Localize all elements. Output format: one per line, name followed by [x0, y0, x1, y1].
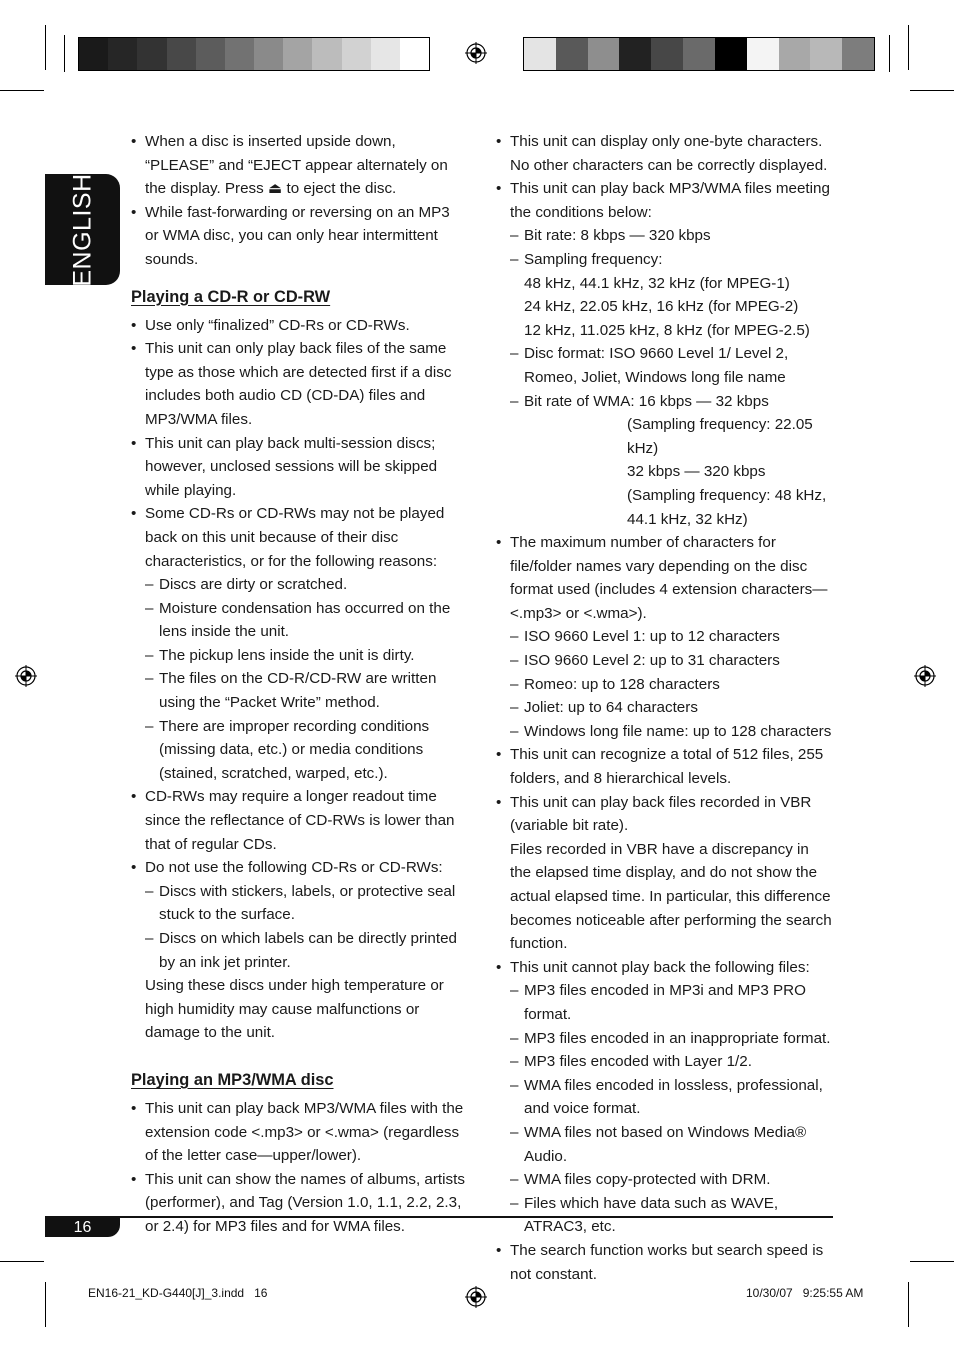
list-item: • CD-RWs may require a longer readout time since the reflectance of CD-RWs is lower than that of regular CDs. [131, 785, 467, 856]
list-item: • This unit cannot play back the following files: [496, 956, 832, 980]
color-swatch [312, 38, 341, 70]
wma-line: 32 kbps — 320 kbps [627, 463, 766, 481]
crop-mark [64, 35, 65, 72]
list-item: • When a disc is inserted upside down, “PLEASE” and “EJECT appear alternately on the display. Press ⏏ to eject the disc. [131, 130, 467, 201]
list-item: • Do not use the following CD-Rs or CD-RWs: [131, 856, 467, 880]
list-item: • This unit can play back MP3/WMA files with the extension code <.mp3> or <.wma> (regardless of the letter case—upper/lower). [131, 1097, 467, 1168]
color-swatch [810, 38, 842, 70]
sub-list-item: – Bit rate of WMA: 16 kbps — 32 kbps [496, 390, 832, 414]
sub-list-item: – Discs are dirty or scratched. [131, 573, 467, 597]
sub-list-item: – The pickup lens inside the unit is dirty. [131, 644, 467, 668]
list-item: • This unit can only play back files of the same type as those which are detected first if a disc includes both audio CD (CD-DA) files and MP3/WMA files. [131, 337, 467, 431]
sub-list-item: – Discs with stickers, labels, or protective seal stuck to the surface. [131, 880, 467, 927]
sub-list-item: – Windows long file name: up to 128 characters [496, 720, 832, 744]
color-swatch [842, 38, 874, 70]
list-item: • The search function works but search speed is not constant. [496, 1239, 832, 1286]
sub-list-item: – Discs on which labels can be directly printed by an ink jet printer. [131, 927, 467, 974]
color-swatch [747, 38, 779, 70]
crop-mark [910, 1261, 954, 1262]
crop-mark [910, 90, 954, 91]
crop-mark [908, 1282, 909, 1327]
sub-list-item: – Files which have data such as WAVE, ATRAC3, etc. [496, 1192, 832, 1239]
sub-list-item: – WMA files copy-protected with DRM. [496, 1168, 832, 1192]
sampling-line: 48 kHz, 44.1 kHz, 32 kHz (for MPEG-1) [524, 274, 790, 292]
color-swatch [225, 38, 254, 70]
right-column [496, 130, 832, 1286]
color-swatch [524, 38, 556, 70]
registration-mark-icon [15, 665, 37, 687]
color-swatch [779, 38, 811, 70]
language-tab-label: ENGLISH [68, 172, 96, 287]
footer-rule [45, 1216, 833, 1218]
sub-list-item: – Sampling frequency: [496, 248, 832, 272]
color-swatch [588, 38, 620, 70]
color-swatch [683, 38, 715, 70]
registration-mark-icon [465, 1286, 487, 1308]
registration-mark-icon [465, 42, 487, 64]
language-tab [45, 174, 120, 285]
sub-list-item: – Moisture condensation has occurred on the lens inside the unit. [131, 597, 467, 644]
list-item: • This unit can play back multi-session discs; however, unclosed sessions will be skipped while playing. [131, 432, 467, 503]
color-swatch [371, 38, 400, 70]
color-swatch [108, 38, 137, 70]
sub-list-item: – MP3 files encoded in MP3i and MP3 PRO format. [496, 979, 832, 1026]
footer-filename: EN16-21_KD-G440[J]_3.indd 16 [88, 1286, 268, 1300]
color-swatch [715, 38, 747, 70]
color-swatch [167, 38, 196, 70]
list-item: • The maximum number of characters for file/folder names vary depending on the disc format used (includes 4 extension characters—<.mp3> or <.wma>). [496, 531, 832, 625]
color-swatch [342, 38, 371, 70]
footer-timestamp: 10/30/07 9:25:55 AM [746, 1286, 864, 1300]
registration-mark-icon [914, 665, 936, 687]
wma-line: (Sampling frequency: 22.05 kHz) [627, 416, 813, 457]
note-paragraph: Using these discs under high temperature or high humidity may cause malfunctions or damage to the unit. [145, 977, 444, 1042]
note-paragraph: Files recorded in VBR have a discrepancy in the elapsed time display, and do not show the actual elapsed time. In particular, this difference becomes noticeable after performing the search function. [510, 840, 832, 953]
color-swatch [283, 38, 312, 70]
crop-mark [0, 90, 44, 91]
sub-list-item: – MP3 files encoded in an inappropriate format. [496, 1027, 832, 1051]
section-heading: Playing an MP3/WMA disc [131, 1070, 334, 1089]
sub-list-item: – WMA files not based on Windows Media® Audio. [496, 1121, 832, 1168]
list-item: • This unit can play back MP3/WMA files meeting the conditions below: [496, 177, 832, 224]
sub-list-item: – Joliet: up to 64 characters [496, 696, 832, 720]
list-item: • This unit can display only one-byte characters. No other characters can be correctly displayed. [496, 130, 832, 177]
sub-list-item: – ISO 9660 Level 2: up to 31 characters [496, 649, 832, 673]
list-item: • This unit can recognize a total of 512 files, 255 folders, and 8 hierarchical levels. [496, 743, 832, 790]
sub-list-item: – Bit rate: 8 kbps — 320 kbps [496, 224, 832, 248]
list-item: • This unit can show the names of albums, artists (performer), and Tag (Version 1.0, 1.1, 2.2, 2.3, or 2.4) for MP3 files and for WMA files. [131, 1168, 467, 1239]
crop-mark [45, 25, 46, 70]
sub-list-item: – WMA files encoded in lossless, professional, and voice format. [496, 1074, 832, 1121]
color-bar-left [78, 37, 430, 71]
list-item: • While fast-forwarding or reversing on an MP3 or WMA disc, you can only hear intermittent sounds. [131, 201, 467, 272]
sub-list-item: – There are improper recording conditions (missing data, etc.) or media conditions (stained, scratched, warped, etc.). [131, 715, 467, 786]
list-item: • Use only “finalized” CD-Rs or CD-RWs. [131, 314, 467, 338]
crop-mark [889, 35, 890, 72]
color-swatch [79, 38, 108, 70]
sub-list-item: – ISO 9660 Level 1: up to 12 characters [496, 625, 832, 649]
sampling-line: 24 kHz, 22.05 kHz, 16 kHz (for MPEG-2) [524, 298, 799, 316]
wma-line: (Sampling frequency: 48 kHz, 44.1 kHz, 32 kHz) [627, 486, 827, 528]
crop-mark [908, 25, 909, 70]
list-item: • Some CD-Rs or CD-RWs may not be played back on this unit because of their disc characteristics, or for the following reasons: [131, 502, 467, 573]
section-heading: Playing a CD-R or CD-RW [131, 287, 331, 306]
color-swatch [556, 38, 588, 70]
color-swatch [651, 38, 683, 70]
list-item: • This unit can play back files recorded in VBR (variable bit rate). [496, 791, 832, 838]
color-swatch [196, 38, 225, 70]
sampling-line: 12 kHz, 11.025 kHz, 8 kHz (for MPEG-2.5) [524, 321, 810, 339]
sub-list-item: – Romeo: up to 128 characters [496, 673, 832, 697]
color-bar-right [523, 37, 875, 71]
color-swatch [254, 38, 283, 70]
crop-mark [45, 1282, 46, 1327]
color-swatch [137, 38, 166, 70]
page-number: 16 [45, 1218, 120, 1237]
color-swatch [619, 38, 651, 70]
color-swatch [400, 38, 429, 70]
crop-mark [0, 1261, 44, 1262]
sub-list-item: – Disc format: ISO 9660 Level 1/ Level 2, Romeo, Joliet, Windows long file name [496, 342, 832, 389]
left-column [131, 130, 467, 1239]
sub-list-item: – MP3 files encoded with Layer 1/2. [496, 1050, 832, 1074]
sub-list-item: – The files on the CD-R/CD-RW are written using the “Packet Write” method. [131, 667, 467, 714]
